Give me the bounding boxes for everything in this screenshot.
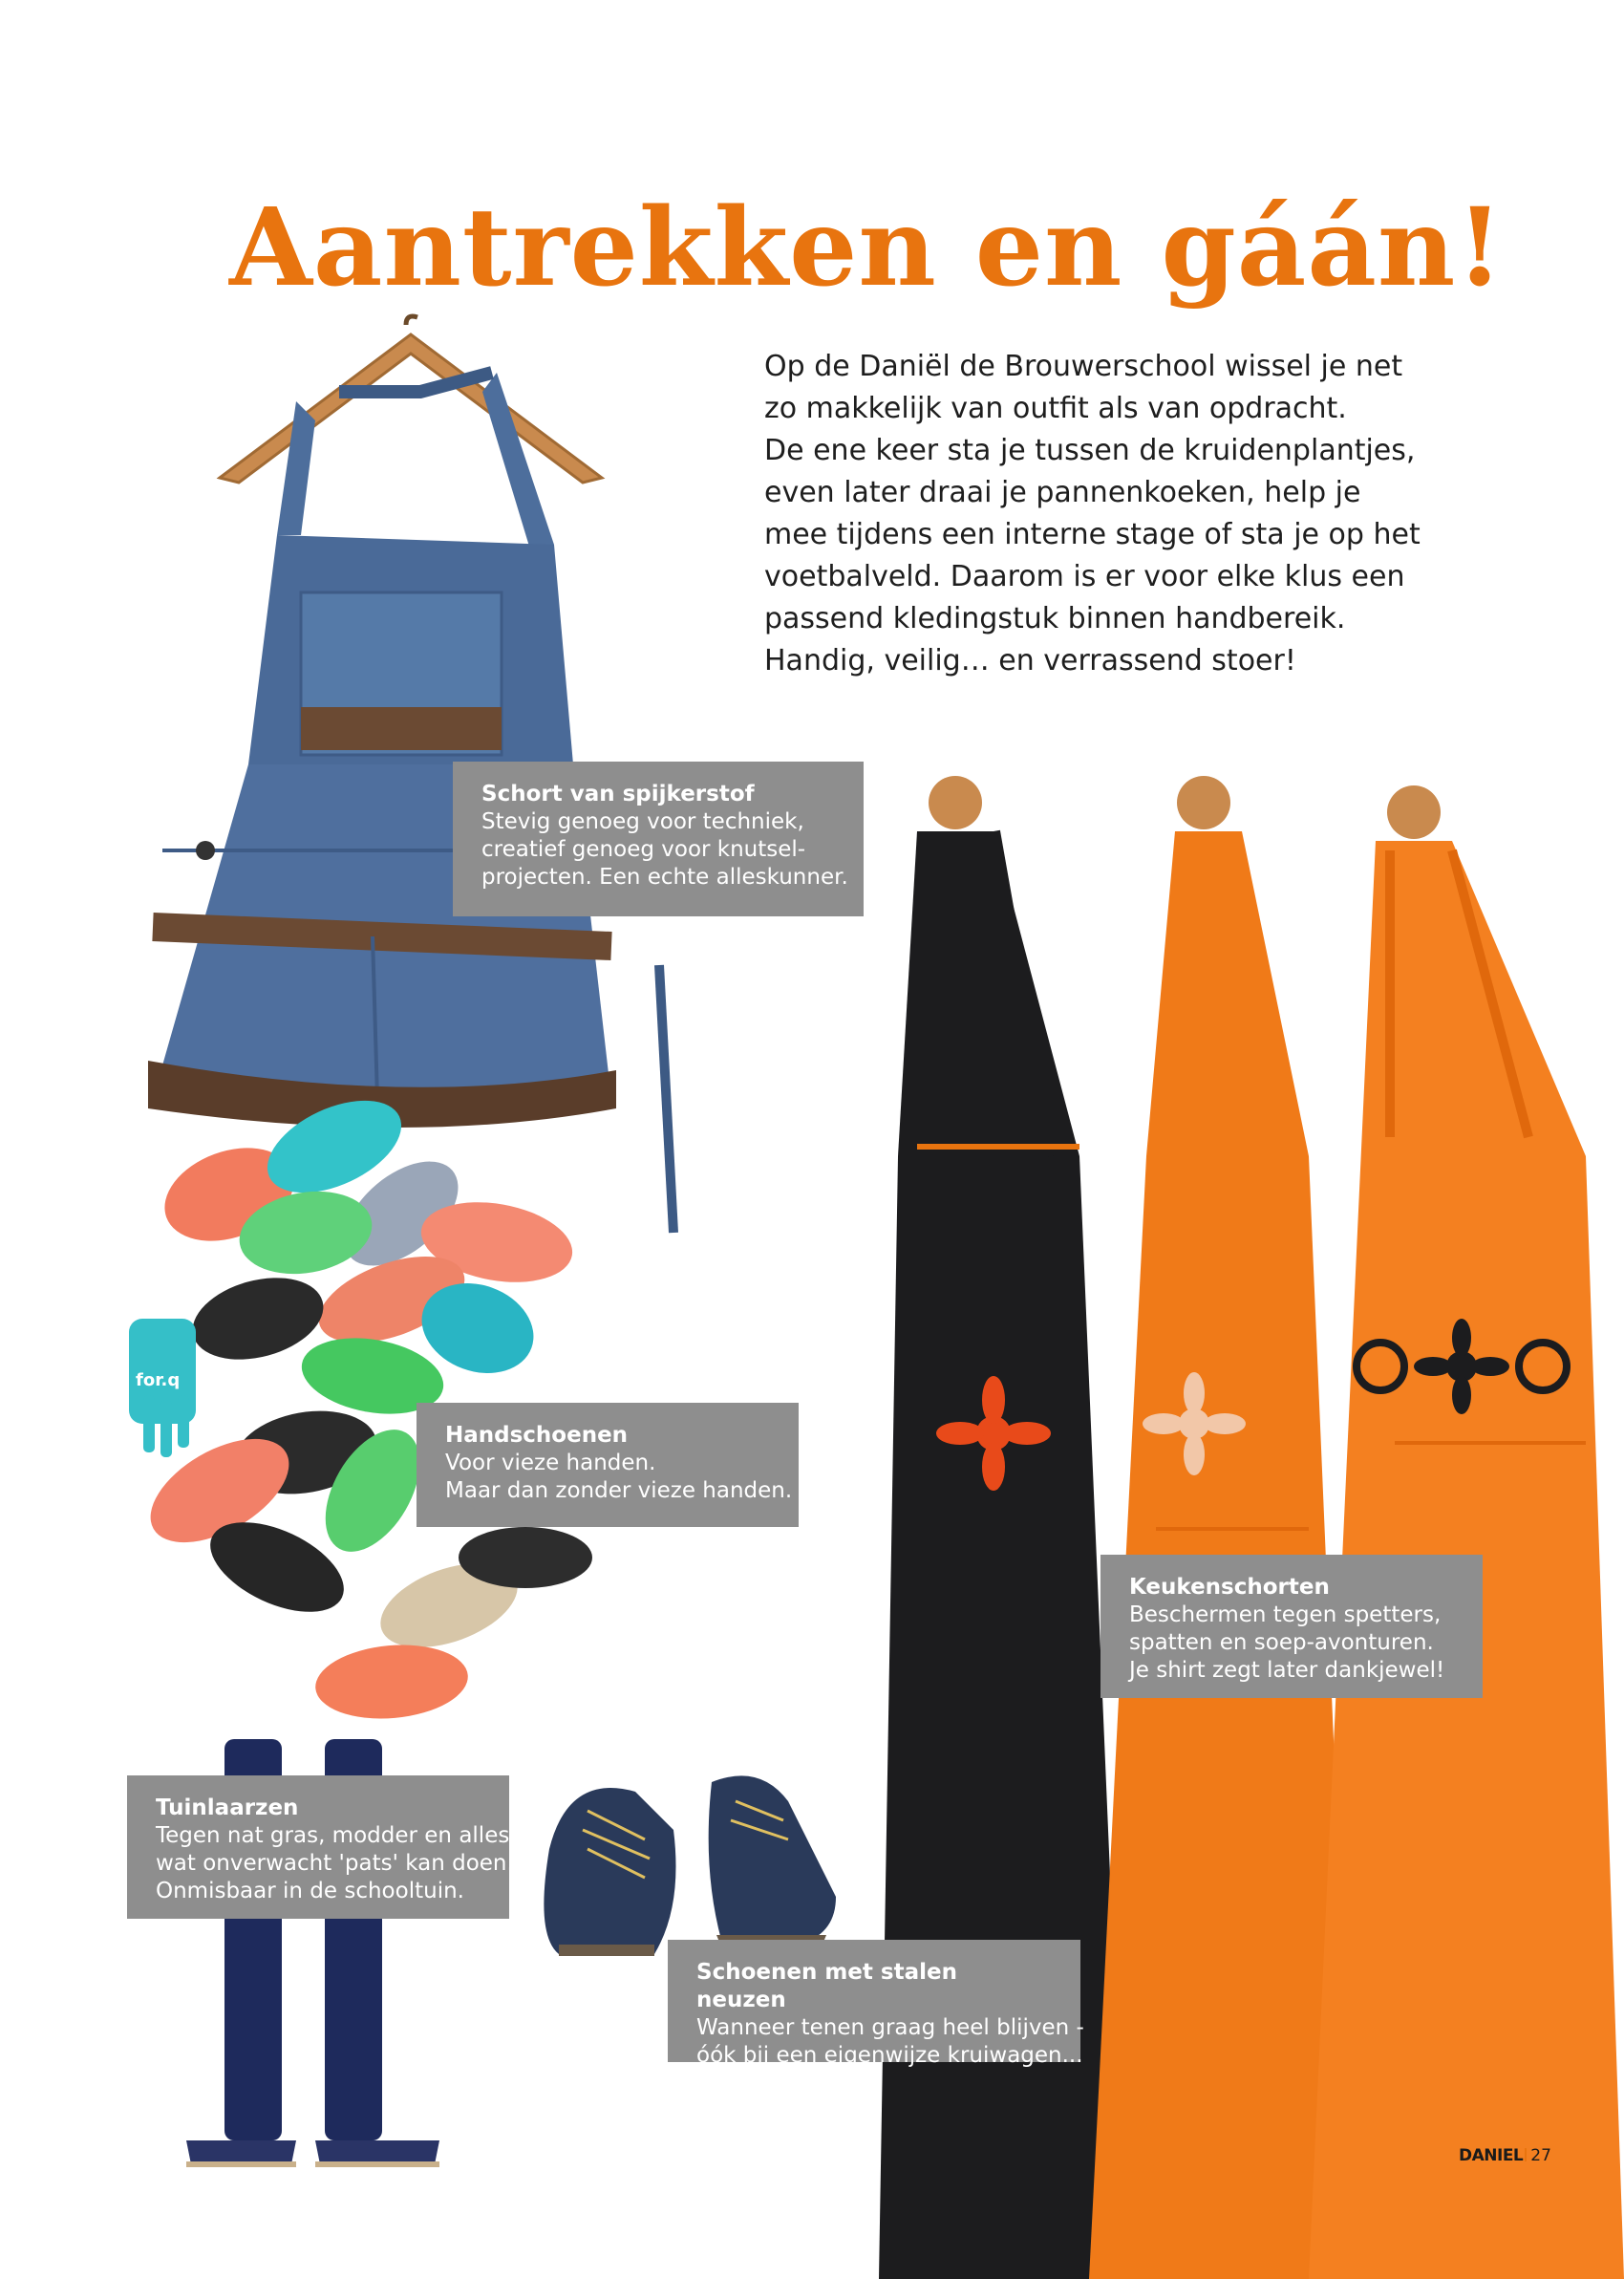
caption-schort xyxy=(453,762,864,916)
page-number: 27 xyxy=(1530,2146,1551,2165)
caption-keukenschorten xyxy=(1100,1555,1483,1698)
caption-title: Handschoenen xyxy=(445,1423,629,1448)
caption-text: wat onverwacht 'pats' kan doen. xyxy=(156,1851,514,1876)
intro-line: zo makkelijk van outfit als van opdracht. xyxy=(764,392,1347,425)
intro-line: passend kledingstuk binnen handbereik. xyxy=(764,602,1346,635)
caption-text: Wanneer tenen graag heel blijven - xyxy=(696,2015,1084,2040)
caption-title: Tuinlaarzen xyxy=(156,1795,299,1820)
caption-title: Keukenschorten xyxy=(1129,1575,1330,1600)
magazine-brand: DANIEL xyxy=(1459,2146,1524,2165)
caption-text: Stevig genoeg voor techniek, xyxy=(481,809,804,834)
caption-schoenen xyxy=(668,1940,1084,2068)
page-footer xyxy=(1459,2146,1551,2165)
intro-line: Op de Daniël de Brouwerschool wissel je net xyxy=(764,350,1403,383)
intro-line: De ene keer sta je tussen de kruidenplantjes, xyxy=(764,434,1416,467)
glove-brand-label: for.q xyxy=(136,1370,181,1390)
caption-text: Maar dan zonder vieze handen. xyxy=(445,1478,793,1503)
intro-line: even later draai je pannenkoeken, help je xyxy=(764,476,1361,509)
caption-title: Schort van spijkerstof xyxy=(481,782,755,806)
intro-line: voetbalveld. Daarom is er voor elke klus een xyxy=(764,560,1405,593)
page-title: Aantrekken en gáán! xyxy=(229,185,1505,311)
caption-text: projecten. Een echte alleskunner. xyxy=(481,865,848,890)
caption-text: Beschermen tegen spetters, xyxy=(1129,1602,1442,1627)
footer-divider xyxy=(1525,2148,1527,2161)
caption-text: Tegen nat gras, modder en alles xyxy=(156,1823,510,1848)
caption-text: óók bij een eigenwijze kruiwagen... xyxy=(696,2043,1083,2068)
intro-line: mee tijdens een interne stage of sta je op het xyxy=(764,518,1421,551)
safety-shoes-illustration xyxy=(530,1753,845,1964)
denim-apron-illustration xyxy=(134,315,688,1147)
caption-tuinlaarzen xyxy=(127,1775,514,1919)
caption-text: Je shirt zegt later dankjewel! xyxy=(1129,1658,1445,1683)
caption-handschoenen xyxy=(417,1403,799,1527)
caption-text: Voor vieze handen. xyxy=(445,1451,656,1475)
caption-text: Onmisbaar in de schooltuin. xyxy=(156,1879,464,1903)
intro-paragraph xyxy=(764,346,1433,682)
caption-text: spatten en soep-avonturen. xyxy=(1129,1630,1434,1655)
intro-line: Handig, veilig… en verrassend stoer! xyxy=(764,644,1296,677)
caption-title: Schoenen met stalen neuzen xyxy=(696,1960,957,2012)
caption-text: creatief genoeg voor knutsel- xyxy=(481,837,806,862)
